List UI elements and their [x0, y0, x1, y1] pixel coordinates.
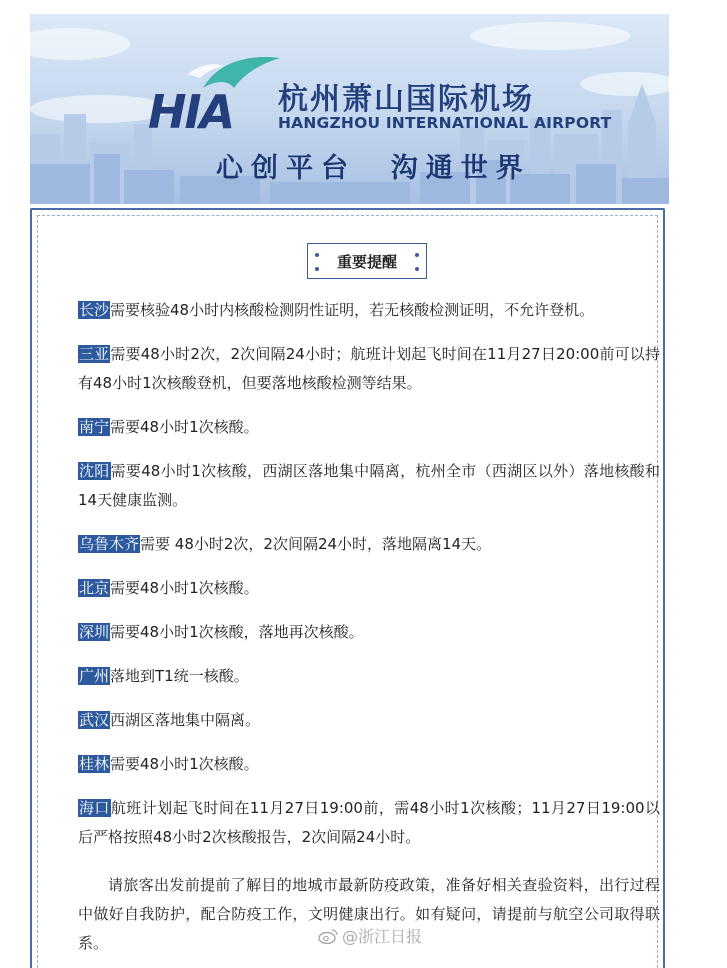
notice-list	[78, 296, 660, 860]
city-tag: 沈阳	[79, 462, 110, 480]
city-tag: 广州	[79, 667, 110, 685]
notice-item	[78, 662, 660, 691]
notice-text: 需要48小时1次核酸，落地再次核酸。	[110, 623, 364, 641]
notice-text: 需要48小时1次核酸。	[110, 418, 259, 436]
closing-paragraph: 请旅客出发前提前了解目的地城市最新防疫政策，准备好相关查验资料，出行过程中做好自我防护，配合防疫工作，文明健康出行。如有疑问，请提前与航空公司取得联系。	[78, 876, 660, 952]
watermark-text: @浙江日报	[342, 927, 423, 946]
airport-banner	[30, 14, 669, 204]
notice-item	[78, 340, 660, 398]
notice-text: 西湖区落地集中隔离。	[110, 711, 261, 729]
source-watermark	[318, 924, 422, 947]
title-dots-left-icon	[315, 253, 319, 271]
city-tag: 深圳	[79, 623, 110, 641]
notice-text: 需要48小时1次核酸。	[110, 755, 259, 773]
city-tag: 海口	[79, 799, 110, 817]
notice-item	[78, 457, 660, 515]
city-tag: 北京	[79, 579, 110, 597]
airport-name-chinese: 杭州萧山国际机场	[278, 82, 534, 117]
notice-text: 需要 48小时2次，2次间隔24小时，落地隔离14天。	[140, 535, 492, 553]
notice-item	[78, 750, 660, 779]
notice-text: 需要48小时2次，2次间隔24小时；航班计划起飞时间在11月27日20:00前可以持有48小时1次核酸登机，但要落地核酸检测等结果。	[78, 345, 660, 392]
notice-item	[78, 296, 660, 325]
airport-slogan: 心创平台 沟通世界	[216, 153, 531, 184]
notice-item	[78, 618, 660, 647]
notice-item	[78, 706, 660, 735]
airport-name-english: HANGZHOU INTERNATIONAL AIRPORT	[278, 114, 612, 132]
city-tag: 长沙	[79, 301, 110, 319]
city-tag: 武汉	[79, 711, 110, 729]
notice-text: 落地到T1统一核酸。	[110, 667, 249, 685]
city-tag: 桂林	[79, 755, 110, 773]
notice-item	[78, 530, 660, 559]
notice-text: 需要48小时1次核酸，西湖区落地集中隔离，杭州全市（西湖区以外）落地核酸和14天健康监测。	[78, 462, 660, 509]
title-dots-right-icon	[415, 253, 419, 271]
notice-text: 航班计划起飞时间在11月27日19:00前，需48小时1次核酸；11月27日19:00以后严格按照48小时2次核酸报告，2次间隔24小时。	[78, 799, 660, 846]
city-tag: 三亚	[79, 345, 110, 363]
city-tag: 南宁	[79, 418, 110, 436]
notice-text: 需要48小时1次核酸。	[110, 579, 259, 597]
notice-item	[78, 574, 660, 603]
hia-logo-icon	[148, 54, 298, 132]
svg-text:HIA: HIA	[148, 85, 234, 132]
notice-item	[78, 794, 660, 852]
city-tag: 乌鲁木齐	[79, 535, 140, 553]
notice-text: 需要核验48小时内核酸检测阴性证明，若无核酸检测证明，不允许登机。	[110, 301, 595, 319]
notice-item	[78, 413, 660, 442]
weibo-icon	[318, 928, 338, 944]
notice-title-box	[307, 243, 427, 279]
notice-title: 重要提醒	[336, 252, 397, 271]
